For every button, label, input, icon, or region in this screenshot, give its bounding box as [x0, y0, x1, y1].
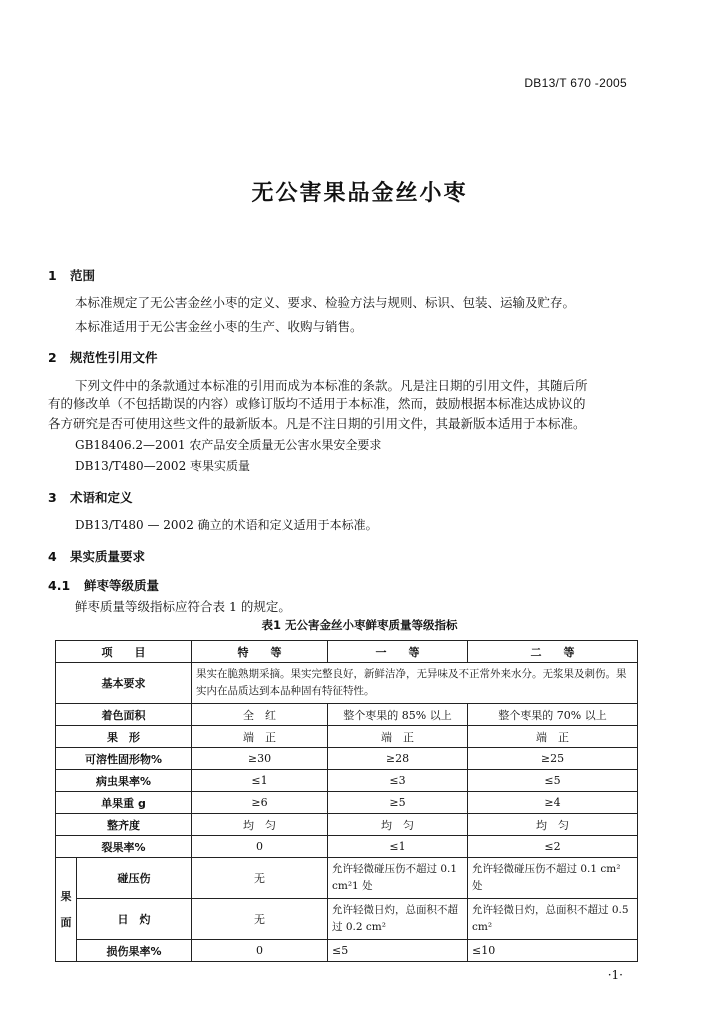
table-row [56, 663, 638, 704]
row-label: 损伤果率% [77, 940, 192, 962]
table-row [56, 836, 638, 858]
cell-second: 端 正 [468, 726, 638, 748]
section-title: 术语和定义 [70, 490, 133, 505]
cell-special: 无 [192, 899, 328, 940]
table-row [56, 814, 638, 836]
cell-first: 允许轻微碰压伤不超过 0.1 cm²1 处 [328, 858, 468, 899]
row-label: 着色面积 [56, 704, 192, 726]
paragraph: 本标准规定了无公害金丝小枣的定义、要求、检验方法与规则、标识、包装、运输及贮存。 [75, 295, 576, 310]
paragraph: 鲜枣质量等级指标应符合表 1 的规定。 [75, 599, 291, 614]
paragraph-line: 有的修改单（不包括勘误的内容）或修订版均不适用于本标准，然而，鼓励根据本标准达成协议的 [48, 396, 586, 411]
cell-special: 0 [192, 836, 328, 858]
cell-second: 允许轻微碰压伤不超过 0.1 cm² 处 [468, 858, 638, 899]
page-number: ·1· [607, 968, 623, 982]
cell-second: ≤2 [468, 836, 638, 858]
table-row [56, 770, 638, 792]
cell-special: 全 红 [192, 704, 328, 726]
cell-special: ≥30 [192, 748, 328, 770]
section-title: 规范性引用文件 [70, 350, 158, 365]
cell-special: 端 正 [192, 726, 328, 748]
document-title: 无公害果品金丝小枣 [251, 181, 468, 206]
fruit-surface-text: 果面 [60, 889, 72, 929]
row-label: 基本要求 [56, 663, 192, 704]
quality-grade-table [55, 640, 638, 962]
section-title: 鲜枣等级质量 [84, 578, 160, 593]
cell-special: 无 [192, 858, 328, 899]
section-number: 1 [48, 268, 57, 283]
cell-second: 整个枣果的 70% 以上 [468, 704, 638, 726]
cell-special: ≤1 [192, 770, 328, 792]
table-row [56, 748, 638, 770]
table-header-row [56, 641, 638, 663]
header-special: 特 等 [192, 641, 328, 663]
cell-second: ≤10 [468, 940, 638, 962]
cell-first: ≤1 [328, 836, 468, 858]
row-label: 病虫果率% [56, 770, 192, 792]
cell-first: 允许轻微日灼，总面积不超过 0.2 cm² [328, 899, 468, 940]
row-label: 整齐度 [56, 814, 192, 836]
section-number: 2 [48, 350, 57, 365]
paragraph: 本标准适用于无公害金丝小枣的生产、收购与销售。 [75, 319, 363, 334]
section-title: 果实质量要求 [70, 549, 146, 564]
section-2-heading [48, 348, 158, 366]
header-item: 项 目 [56, 641, 192, 663]
section-4-heading [48, 547, 145, 565]
cell-first: ≤3 [328, 770, 468, 792]
row-label: 可溶性固形物% [56, 748, 192, 770]
row-label: 单果重 g [56, 792, 192, 814]
document-number: DB13/T 670 -2005 [524, 76, 627, 90]
table-row [56, 726, 638, 748]
cell-first: 整个枣果的 85% 以上 [328, 704, 468, 726]
paragraph-line: 下列文件中的条款通过本标准的引用而成为本标准的条款。凡是注日期的引用文件，其随后所 [75, 378, 588, 393]
reference-item: GB18406.2—2001 农产品安全质量无公害水果安全要求 [75, 438, 382, 452]
section-4-1-heading [48, 576, 159, 594]
cell-special: 0 [192, 940, 328, 962]
cell-second: ≥25 [468, 748, 638, 770]
table-caption: 表1 无公害金丝小枣鲜枣质量等级指标 [261, 618, 458, 632]
cell-first: ≥28 [328, 748, 468, 770]
section-number: 3 [48, 490, 57, 505]
section-number: 4 [48, 549, 57, 564]
row-label: 碰压伤 [77, 858, 192, 899]
section-number: 4.1 [48, 578, 71, 593]
row-label: 果 形 [56, 726, 192, 748]
cell-special: 均 匀 [192, 814, 328, 836]
table-row [56, 940, 638, 962]
header-first: 一 等 [328, 641, 468, 663]
cell-second: 允许轻微日灼，总面积不超过 0.5 cm² [468, 899, 638, 940]
fruit-surface-label [56, 858, 77, 962]
table-row [56, 858, 638, 899]
table-row [56, 704, 638, 726]
cell-first: 端 正 [328, 726, 468, 748]
cell-first: ≥5 [328, 792, 468, 814]
row-label: 裂果率% [56, 836, 192, 858]
section-1-heading [48, 266, 95, 284]
table-row [56, 899, 638, 940]
cell-second: 均 匀 [468, 814, 638, 836]
cell-second: ≥4 [468, 792, 638, 814]
cell-second: ≤5 [468, 770, 638, 792]
paragraph-line: 各方研究是否可使用这些文件的最新版本。凡是不注日期的引用文件，其最新版本适用于本标准。 [48, 416, 586, 431]
cell-first: 均 匀 [328, 814, 468, 836]
table-row [56, 792, 638, 814]
paragraph: DB13/T480 — 2002 确立的术语和定义适用于本标准。 [75, 518, 378, 532]
cell-special: ≥6 [192, 792, 328, 814]
basic-requirement-text: 果实在脆熟期采摘。果实完整良好，新鲜洁净，无异味及不正常外来水分。无浆果及刺伤。果实内在品质达到本品种固有特征特性。 [192, 663, 638, 704]
header-second: 二 等 [468, 641, 638, 663]
section-title: 范围 [70, 268, 96, 283]
section-3-heading [48, 488, 133, 506]
cell-first: ≤5 [328, 940, 468, 962]
row-label: 日 灼 [77, 899, 192, 940]
reference-item: DB13/T480—2002 枣果实质量 [75, 459, 251, 473]
